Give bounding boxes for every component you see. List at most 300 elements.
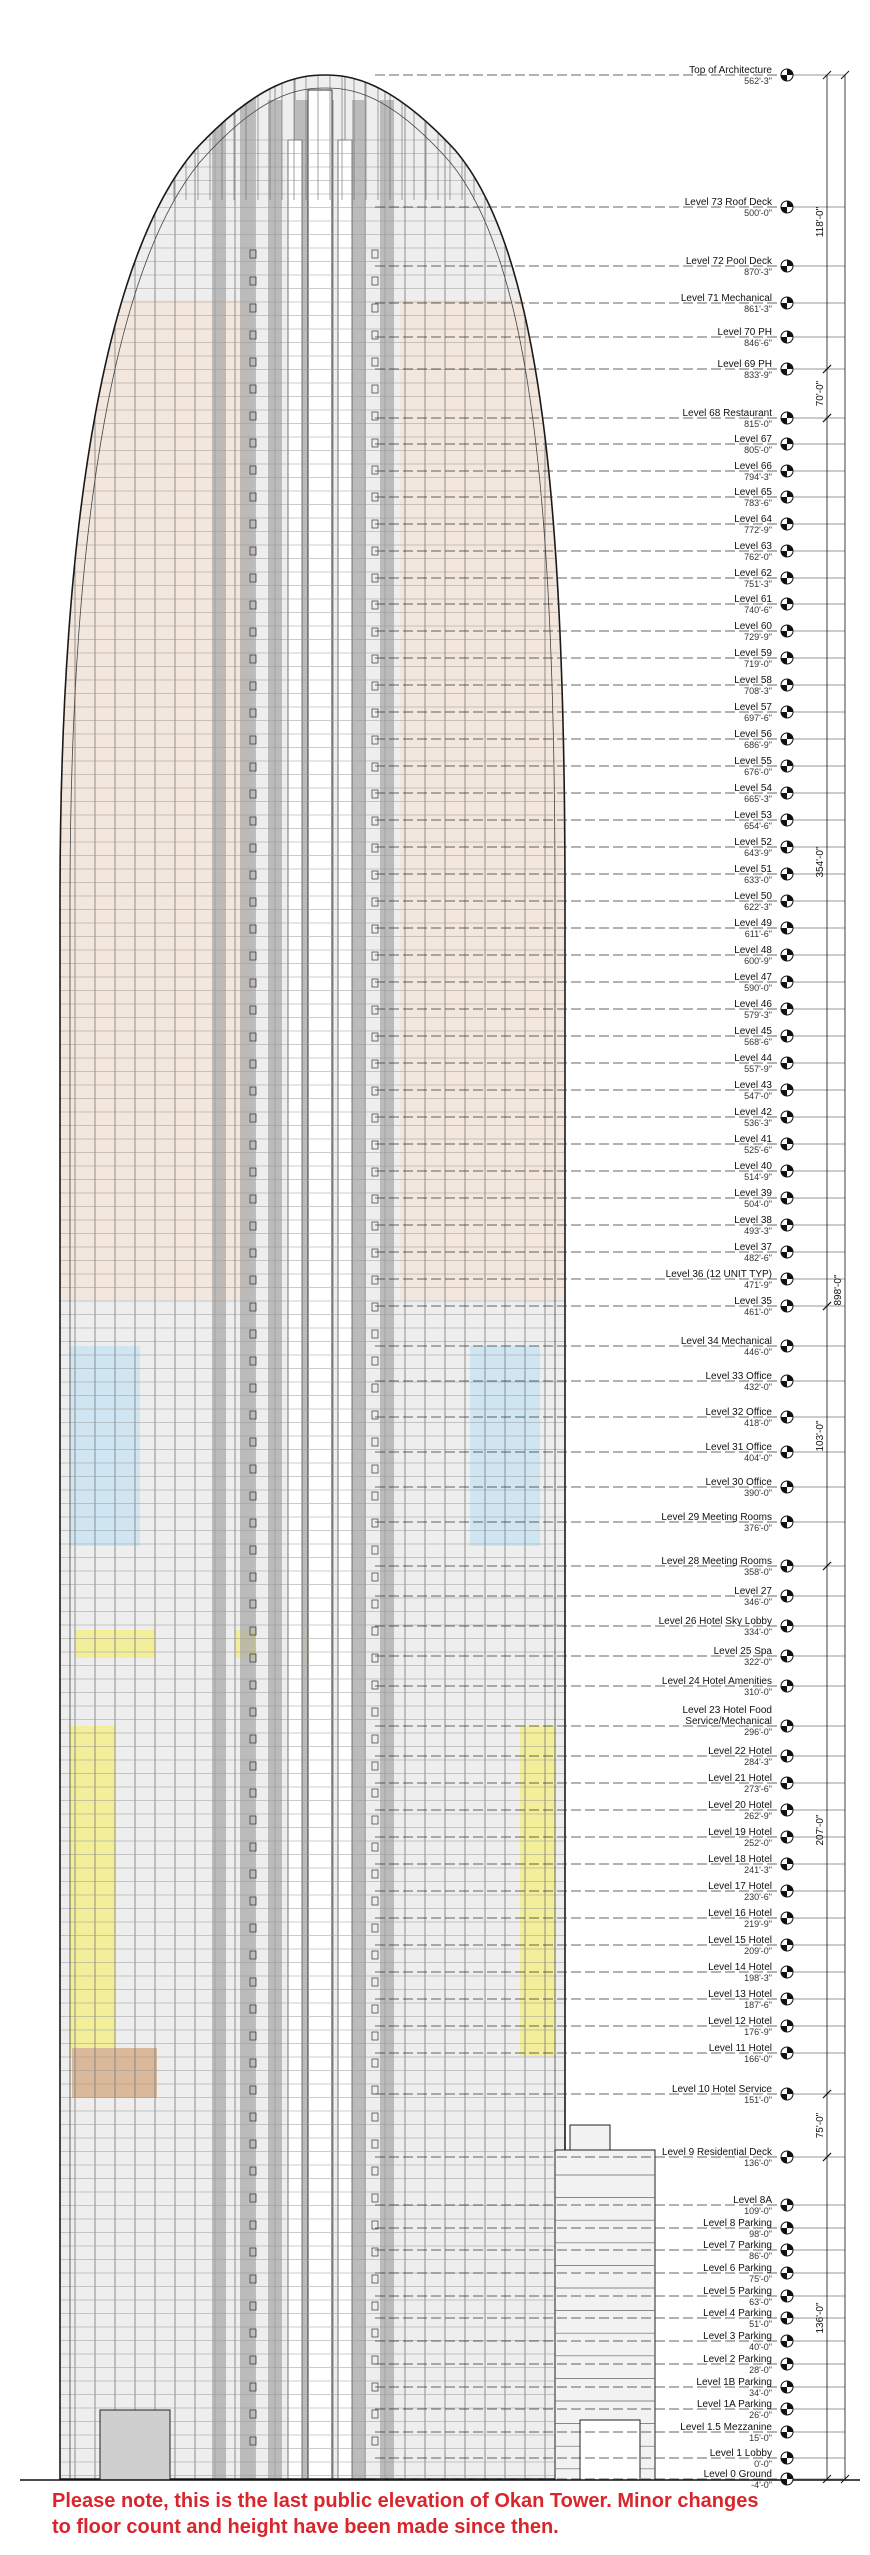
level-elevation: 446'-0" [744, 1347, 772, 1357]
datum-quadrant [787, 1111, 793, 1117]
level-name: Level 40 [734, 1161, 772, 1172]
datum-quadrant [781, 2053, 787, 2059]
level-name: Level 50 [734, 891, 772, 902]
core-shaft [212, 100, 226, 2480]
level-name: Top of Architecture [689, 65, 772, 76]
dimension [815, 2090, 831, 2161]
core-shaft [380, 100, 394, 2480]
level-elevation: 284'-3" [744, 1757, 772, 1767]
datum-quadrant [787, 1680, 793, 1686]
level-name: Level 69 PH [717, 359, 772, 370]
datum-quadrant [787, 760, 793, 766]
datum-quadrant [781, 739, 787, 745]
level-name: Level 72 Pool Deck [685, 256, 772, 267]
level-elevation: 500'-0" [744, 208, 772, 218]
datum-quadrant [781, 1117, 787, 1123]
level-elevation: 562'-3" [744, 76, 772, 86]
datum-quadrant [787, 598, 793, 604]
datum-quadrant [781, 418, 787, 424]
level-name: Level 11 Hotel [708, 2043, 772, 2054]
level-elevation: 504'-0" [744, 1199, 772, 1209]
level-name: Level 51 [734, 864, 772, 875]
datum-quadrant [781, 1783, 787, 1789]
datum-quadrant [781, 1487, 787, 1493]
datum-quadrant [787, 625, 793, 631]
level-name: Level 15 Hotel [708, 1935, 772, 1946]
level-marker [375, 65, 845, 86]
datum-quadrant [787, 2047, 793, 2053]
datum-quadrant [781, 2157, 787, 2163]
level-name: Level 9 Residential Deck [661, 2147, 772, 2158]
datum-quadrant [781, 303, 787, 309]
datum-quadrant [781, 369, 787, 375]
level-name: Level 35 [734, 1296, 772, 1307]
datum-quadrant [787, 2473, 793, 2479]
level-elevation: 109'-0" [744, 2206, 772, 2216]
level-elevation: 136'-0" [744, 2158, 772, 2168]
datum-quadrant [781, 1381, 787, 1387]
datum-quadrant [781, 2387, 787, 2393]
datum-quadrant [781, 1972, 787, 1978]
datum-quadrant [781, 658, 787, 664]
datum-quadrant [787, 545, 793, 551]
datum-quadrant [781, 820, 787, 826]
level-elevation: 870'-3" [744, 267, 772, 277]
datum-quadrant [787, 2403, 793, 2409]
overall-dimension [833, 71, 849, 2483]
level-elevation: 568'-6" [744, 1037, 772, 1047]
datum-quadrant [781, 1346, 787, 1352]
dimension-strings [815, 71, 849, 2483]
datum-quadrant [787, 1858, 793, 1864]
datum-quadrant [781, 337, 787, 343]
core-shaft [352, 100, 366, 2480]
datum-quadrant [781, 1596, 787, 1602]
level-elevation: 241'-3" [744, 1865, 772, 1875]
datum-quadrant [781, 1144, 787, 1150]
level-name: Level 34 Mechanical [680, 1336, 772, 1347]
datum-quadrant [781, 928, 787, 934]
level-name: Level 56 [734, 729, 772, 740]
level-elevation: 493'-3" [744, 1226, 772, 1236]
level-name: Level 55 [734, 756, 772, 767]
datum-quadrant [787, 1300, 793, 1306]
datum-quadrant [781, 2364, 787, 2370]
datum-quadrant [787, 2244, 793, 2250]
datum-quadrant [787, 1375, 793, 1381]
level-name: Level 1B Parking [696, 2377, 772, 2388]
level-elevation: 334'-0" [744, 1627, 772, 1637]
datum-quadrant [781, 2250, 787, 2256]
datum-quadrant [787, 2151, 793, 2157]
level-elevation: 51'-0" [749, 2319, 772, 2329]
datum-quadrant [787, 1192, 793, 1198]
datum-quadrant [787, 1084, 793, 1090]
dimension-label: 103'-0" [815, 1420, 826, 1452]
level-name: Level 14 Hotel [708, 1962, 772, 1973]
datum-quadrant [787, 1516, 793, 1522]
datum-quadrant [781, 1566, 787, 1572]
level-name: Level 32 Office [705, 1407, 772, 1418]
level-name: Level 6 Parking [703, 2263, 772, 2274]
datum-quadrant [781, 497, 787, 503]
dimension [815, 1302, 831, 1570]
level-name: Level 54 [734, 783, 772, 794]
datum-quadrant [781, 2205, 787, 2211]
level-name: Level 1 Lobby [709, 2448, 772, 2459]
level-name: Level 70 PH [717, 327, 772, 338]
datum-quadrant [787, 572, 793, 578]
datum-quadrant [787, 201, 793, 207]
level-elevation: 654'-6" [744, 821, 772, 831]
level-elevation: 514'-9" [744, 1172, 772, 1182]
level-elevation: 209'-0" [744, 1946, 772, 1956]
level-name: Level 19 Hotel [708, 1827, 772, 1838]
level-elevation: 557'-9" [744, 1064, 772, 1074]
level-elevation: 166'-0" [744, 2054, 772, 2064]
level-name: Level 22 Hotel [708, 1746, 772, 1757]
dimension [815, 414, 831, 1310]
hotel-service-panel [72, 2048, 157, 2098]
level-name: Level 38 [734, 1215, 772, 1226]
dimension-label: 136'-0" [815, 2302, 826, 2334]
datum-quadrant [781, 847, 787, 853]
datum-quadrant [781, 1036, 787, 1042]
datum-quadrant [781, 2341, 787, 2347]
datum-quadrant [781, 2273, 787, 2279]
level-name: Level 52 [734, 837, 772, 848]
level-elevation: 697'-6" [744, 713, 772, 723]
level-elevation: 63'-0" [749, 2297, 772, 2307]
datum-quadrant [787, 1912, 793, 1918]
datum-quadrant [787, 1165, 793, 1171]
datum-quadrant [781, 1009, 787, 1015]
level-elevation: 296'-0" [744, 1727, 772, 1737]
datum-quadrant [781, 2026, 787, 2032]
datum-quadrant [781, 1417, 787, 1423]
datum-quadrant [787, 518, 793, 524]
level-elevation: 665'-3" [744, 794, 772, 804]
datum-quadrant [781, 2318, 787, 2324]
datum-quadrant [787, 465, 793, 471]
level-name: Level 37 [734, 1242, 772, 1253]
level-name: Level 68 Restaurant [682, 408, 772, 419]
level-name: Level 41 [734, 1134, 772, 1145]
level-name: Level 18 Hotel [708, 1854, 772, 1865]
entrance-right [580, 2420, 640, 2480]
datum-quadrant [787, 1939, 793, 1945]
level-elevation: 376'-0" [744, 1523, 772, 1533]
level-elevation: 358'-0" [744, 1567, 772, 1577]
level-elevation: 98'-0" [749, 2229, 772, 2239]
level-elevation: 729'-9" [744, 632, 772, 642]
datum-quadrant [781, 578, 787, 584]
datum-quadrant [781, 955, 787, 961]
level-name: Level 36 (12 UNIT TYP) [665, 1269, 772, 1280]
level-elevation: 751'-3" [744, 579, 772, 589]
level-elevation: 346'-0" [744, 1597, 772, 1607]
datum-quadrant [781, 2228, 787, 2234]
datum-quadrant [787, 331, 793, 337]
level-elevation: 151'-0" [744, 2095, 772, 2105]
datum-quadrant [781, 766, 787, 772]
level-name: Level 20 Hotel [708, 1800, 772, 1811]
datum-quadrant [787, 1590, 793, 1596]
tower-body [40, 60, 580, 2490]
level-elevation: 611'-6" [744, 929, 772, 939]
level-elevation: 252'-0" [744, 1838, 772, 1848]
datum-quadrant [787, 868, 793, 874]
level-elevation: 590'-0" [744, 983, 772, 993]
tower-facade [40, 60, 580, 2490]
level-elevation: 762'-0" [744, 552, 772, 562]
entrance-left [100, 2410, 170, 2480]
datum-quadrant [781, 1810, 787, 1816]
level-name: Level 27 [734, 1586, 772, 1597]
level-elevation: 262'-9" [744, 1811, 772, 1821]
datum-quadrant [781, 1225, 787, 1231]
level-elevation: 404'-0" [744, 1453, 772, 1463]
level-elevation: 547'-0" [744, 1091, 772, 1101]
level-elevation: 719'-0" [744, 659, 772, 669]
core-shaft [268, 100, 282, 2480]
hotel-band-left [70, 1726, 115, 2056]
datum-quadrant [787, 1003, 793, 1009]
datum-quadrant [787, 1246, 793, 1252]
level-elevation: -4'-0" [751, 2480, 772, 2490]
level-name: Level 59 [734, 648, 772, 659]
level-elevation: 322'-0" [744, 1657, 772, 1667]
level-name: Level 44 [734, 1053, 772, 1064]
level-name: Level 2 Parking [703, 2354, 772, 2365]
datum-quadrant [781, 982, 787, 988]
level-elevation: 622'-3" [744, 902, 772, 912]
datum-quadrant [781, 1945, 787, 1951]
level-name: Level 28 Meeting Rooms [661, 1556, 772, 1567]
disclaimer-line-1: Please note, this is the last public elevation of Okan Tower. Minor changes [52, 2490, 759, 2512]
datum-quadrant [787, 1057, 793, 1063]
disclaimer-note [52, 2488, 832, 2540]
datum-quadrant [781, 793, 787, 799]
level-name: Level 43 [734, 1080, 772, 1091]
datum-quadrant [781, 1626, 787, 1632]
datum-quadrant [781, 2094, 787, 2100]
dimension-label: 75'-0" [815, 2112, 826, 2139]
level-name: Level 39 [734, 1188, 772, 1199]
level-elevation: 482'-6" [744, 1253, 772, 1263]
datum-quadrant [787, 1560, 793, 1566]
dimension-label: 118'-0" [815, 206, 826, 238]
datum-quadrant [787, 1446, 793, 1452]
level-elevation: 432'-0" [744, 1382, 772, 1392]
level-name: Level 8 Parking [703, 2218, 772, 2229]
datum-quadrant [781, 1864, 787, 1870]
datum-quadrant [781, 1090, 787, 1096]
datum-quadrant [787, 363, 793, 369]
datum-quadrant [781, 75, 787, 81]
level-name: Service/Mechanical [685, 1716, 772, 1727]
level-elevation: 176'-9" [744, 2027, 772, 2037]
datum-quadrant [787, 1831, 793, 1837]
level-name: Level 42 [734, 1107, 772, 1118]
level-name: Level 30 Office [705, 1477, 772, 1488]
datum-quadrant [787, 1340, 793, 1346]
datum-quadrant [787, 2020, 793, 2026]
datum-quadrant [787, 1138, 793, 1144]
level-name: Level 13 Hotel [708, 1989, 772, 2000]
level-name: Level 71 Mechanical [680, 293, 772, 304]
level-elevation: 600'-9" [744, 956, 772, 966]
datum-quadrant [781, 874, 787, 880]
datum-quadrant [787, 297, 793, 303]
datum-quadrant [787, 2335, 793, 2341]
datum-quadrant [781, 471, 787, 477]
level-name: Level 53 [734, 810, 772, 821]
level-name: Level 12 Hotel [708, 2016, 772, 2027]
level-elevation: 676'-0" [744, 767, 772, 777]
level-name: Level 73 Roof Deck [684, 197, 772, 208]
level-elevation: 34'-0" [749, 2388, 772, 2398]
datum-quadrant [781, 2409, 787, 2415]
level-elevation: 461'-0" [744, 1307, 772, 1317]
datum-quadrant [781, 712, 787, 718]
level-elevation: 633'-0" [744, 875, 772, 885]
level-elevation: 643'-9" [744, 848, 772, 858]
datum-quadrant [781, 685, 787, 691]
level-elevation: 310'-0" [744, 1687, 772, 1697]
datum-quadrant [787, 412, 793, 418]
datum-quadrant [787, 679, 793, 685]
datum-quadrant [787, 69, 793, 75]
datum-quadrant [787, 1219, 793, 1225]
datum-quadrant [787, 706, 793, 712]
level-name: Level 31 Office [705, 1442, 772, 1453]
level-elevation: 740'-6" [744, 605, 772, 615]
datum-quadrant [787, 2358, 793, 2364]
datum-quadrant [781, 1656, 787, 1662]
level-name: Level 5 Parking [703, 2286, 772, 2297]
level-elevation: 28'-0" [749, 2365, 772, 2375]
dimension [815, 1562, 831, 2098]
level-name: Level 10 Hotel Service [671, 2084, 772, 2095]
datum-quadrant [787, 1481, 793, 1487]
datum-quadrant [787, 1720, 793, 1726]
level-name: Level 47 [734, 972, 772, 983]
datum-quadrant [781, 1198, 787, 1204]
datum-quadrant [787, 1273, 793, 1279]
level-name: Level 33 Office [705, 1371, 772, 1382]
level-elevation: 686'-9" [744, 740, 772, 750]
datum-quadrant [781, 2458, 787, 2464]
level-name: Level 1A Parking [696, 2399, 772, 2410]
datum-quadrant [781, 551, 787, 557]
level-elevation: 536'-3" [744, 1118, 772, 1128]
datum-quadrant [781, 2479, 787, 2485]
dimension-label: 354'-0" [815, 846, 826, 878]
level-elevation: 579'-3" [744, 1010, 772, 1020]
level-name: Level 63 [734, 541, 772, 552]
level-elevation: 815'-0" [744, 419, 772, 429]
datum-quadrant [781, 1252, 787, 1258]
level-elevation: 418'-0" [744, 1418, 772, 1428]
datum-quadrant [781, 1756, 787, 1762]
level-name: Level 64 [734, 514, 772, 525]
level-elevation: 86'-0" [749, 2251, 772, 2261]
level-name: Level 48 [734, 945, 772, 956]
datum-quadrant [781, 1452, 787, 1458]
level-name: Level 62 [734, 568, 772, 579]
datum-quadrant [787, 1966, 793, 1972]
datum-quadrant [787, 2312, 793, 2318]
level-elevation: 861'-3" [744, 304, 772, 314]
datum-quadrant [787, 2199, 793, 2205]
level-name: Level 49 [734, 918, 772, 929]
datum-quadrant [781, 1726, 787, 1732]
level-name: Level 25 Spa [713, 1646, 772, 1657]
datum-quadrant [781, 266, 787, 272]
datum-quadrant [781, 1918, 787, 1924]
dimension [815, 365, 831, 422]
level-elevation: 187'-6" [744, 2000, 772, 2010]
office-band-left [70, 1346, 140, 1546]
datum-quadrant [787, 814, 793, 820]
datum-quadrant [787, 1750, 793, 1756]
level-name: Level 46 [734, 999, 772, 1010]
datum-quadrant [787, 2290, 793, 2296]
level-name: Level 8A [733, 2195, 772, 2206]
datum-quadrant [781, 2296, 787, 2302]
disclaimer-line-2: to floor count and height have been made since then. [52, 2516, 559, 2538]
datum-quadrant [787, 1993, 793, 1999]
level-name: Level 4 Parking [703, 2308, 772, 2319]
datum-quadrant [781, 444, 787, 450]
dimension-label: 207'-0" [815, 1814, 826, 1846]
datum-quadrant [787, 1804, 793, 1810]
level-elevation: 40'-0" [749, 2342, 772, 2352]
datum-quadrant [787, 976, 793, 982]
level-name: Level 24 Hotel Amenities [661, 1676, 772, 1687]
datum-quadrant [781, 1171, 787, 1177]
datum-quadrant [787, 733, 793, 739]
podium-rooftop-structure [570, 2125, 610, 2150]
level-elevation: 230'-6" [744, 1892, 772, 1902]
level-name: Level 7 Parking [703, 2240, 772, 2251]
level-name: Level 58 [734, 675, 772, 686]
datum-quadrant [781, 1891, 787, 1897]
level-name: Level 3 Parking [703, 2331, 772, 2342]
datum-quadrant [781, 631, 787, 637]
level-elevation: 525'-6" [744, 1145, 772, 1155]
datum-quadrant [787, 1620, 793, 1626]
level-name: Level 1.5 Mezzanine [680, 2422, 772, 2433]
level-name: Level 17 Hotel [708, 1881, 772, 1892]
datum-quadrant [787, 491, 793, 497]
level-name: Level 65 [734, 487, 772, 498]
level-elevation: 772'-9" [744, 525, 772, 535]
datum-quadrant [787, 841, 793, 847]
datum-quadrant [781, 1837, 787, 1843]
dimension-label: 70'-0" [815, 380, 826, 407]
level-elevation: 708'-3" [744, 686, 772, 696]
datum-quadrant [781, 1306, 787, 1312]
datum-quadrant [787, 1411, 793, 1417]
datum-quadrant [787, 2222, 793, 2228]
level-name: Level 21 Hotel [708, 1773, 772, 1784]
datum-quadrant [787, 2381, 793, 2387]
datum-quadrant [787, 2452, 793, 2458]
datum-quadrant [787, 2267, 793, 2273]
level-name: Level 29 Meeting Rooms [661, 1512, 772, 1523]
